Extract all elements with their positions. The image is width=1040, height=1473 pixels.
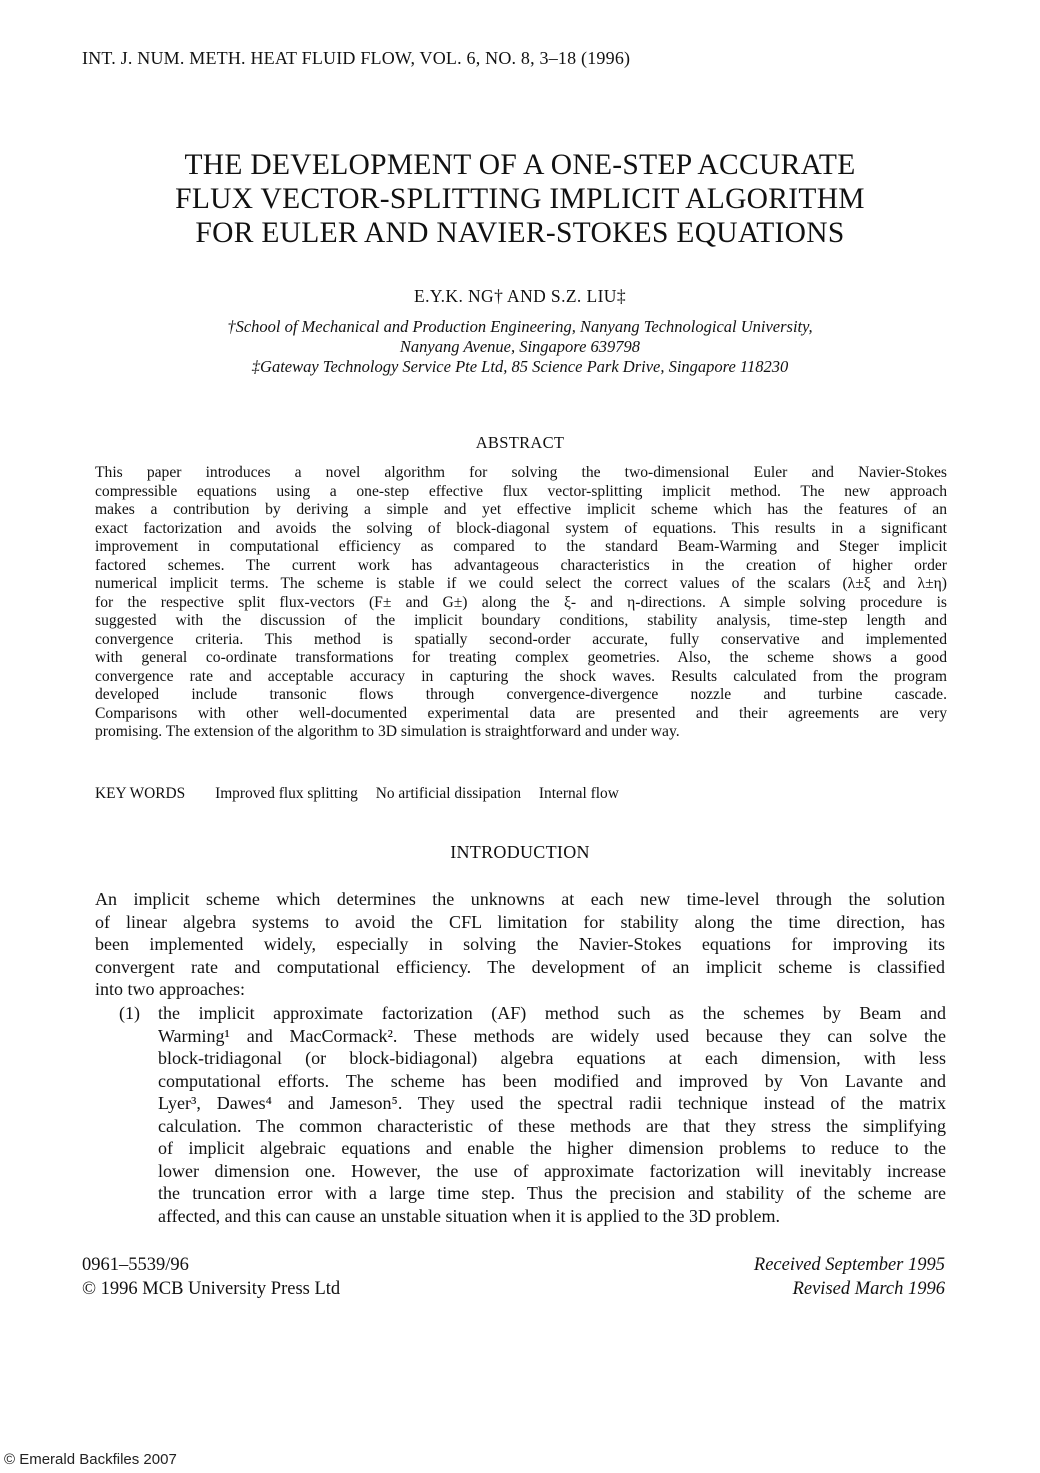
abstract-body	[95, 464, 947, 742]
list-line: Lyer³, Dawes⁴ and Jameson⁵. They used the spectral radii technique instead of the matrix	[158, 1093, 946, 1113]
footer-dates	[754, 1254, 945, 1301]
list-line: of implicit algebraic equations and enable the higher dimension problems to reduce to the	[158, 1138, 946, 1158]
list-line: block-tridiagonal (or block-bidiagonal) algebra equations at each dimension, with less	[158, 1048, 946, 1068]
list-number: (1)	[119, 1003, 140, 1023]
authors: E.Y.K. NG† AND S.Z. LIU‡	[414, 286, 626, 306]
title-line: FOR EULER AND NAVIER-STOKES EQUATIONS	[195, 217, 845, 249]
abstract-line: exact factorization and avoids the solving of block-diagonal system of equations. This results in a significant	[95, 519, 947, 537]
affiliation-line: Nanyang Avenue, Singapore 639798	[399, 337, 641, 356]
abstract-line: makes a contribution by deriving a simple and yet effective implicit scheme which has the features of an	[95, 501, 947, 518]
introduction-heading: INTRODUCTION	[450, 842, 590, 862]
affiliations	[60, 317, 980, 377]
journal-reference: INT. J. NUM. METH. HEAT FLUID FLOW, VOL. 6, NO. 8, 3–18 (1996)	[82, 48, 631, 68]
abstract-heading: ABSTRACT	[475, 433, 565, 452]
abstract-line: promising. The extension of the algorithm to 3D simulation is straightforward and under way.	[95, 723, 680, 740]
received-date: Received September 1995	[753, 1255, 945, 1275]
footer-publication	[82, 1254, 340, 1301]
intro-line: been implemented widely, especially in solving the Navier-Stokes equations for improving its	[95, 934, 945, 954]
intro-line: into two approaches:	[95, 979, 245, 999]
list-line: Warming¹ and MacCormack². These methods are widely used because they can solve the	[158, 1025, 946, 1046]
abstract-line: This paper introduces a novel algorithm for solving the two-dimensional Euler and Navier-Stokes	[95, 464, 947, 481]
abstract-line: factored schemes. The current work has advantageous characteristics in the creation of higher order	[95, 556, 947, 574]
abstract-line: for the respective split flux-vectors (F± and G±) along the ξ- and η-directions. A simple solving procedure is	[95, 593, 947, 611]
abstract-line: improvement in computational efficiency as compared to the standard Beam-Warming and Steger implicit	[95, 538, 947, 555]
list-line: the truncation error with a large time step. Thus the precision and stability of the scheme are	[158, 1183, 946, 1203]
keywords	[95, 785, 633, 803]
abstract-line: developed include transonic flows through convergence-divergence nozzle and turbine cascade.	[95, 686, 947, 703]
abstract-line: numerical implicit terms. The scheme is stable if we could select the correct values of the scalars (λ±ξ and λ±η)	[95, 575, 947, 592]
affiliation-line: ‡Gateway Technology Service Pte Ltd, 85 Science Park Drive, Singapore 118230	[251, 357, 789, 376]
intro-line: convergent rate and computational efficiency. The development of an implicit scheme is classified	[95, 956, 945, 977]
backfiles-watermark: © Emerald Backfiles 2007	[4, 1451, 177, 1468]
list-line: lower dimension one. However, the use of approximate factorization will inevitably increase	[158, 1160, 946, 1181]
abstract-line: Comparisons with other well-documented experimental data are presented and their agreements are very	[95, 704, 947, 722]
keyword: Internal flow	[538, 785, 619, 802]
affiliation-line: †School of Mechanical and Production Engineering, Nanyang Technological University,	[227, 317, 813, 336]
copyright: © 1996 MCB University Press Ltd	[82, 1278, 341, 1299]
list-line: calculation. The common characteristic of these methods are that they stress the simplifying	[158, 1115, 946, 1136]
keyword: No artificial dissipation	[375, 785, 522, 802]
abstract-line: compressible equations using a one-step effective flux vector-splitting implicit method. The new approach	[95, 482, 947, 500]
intro-line: An implicit scheme which determines the unknowns at each new time-level through the solution	[95, 889, 945, 909]
keywords-label: KEY WORDS	[95, 785, 186, 802]
abstract-line: convergence criteria. This method is spatially second-order accurate, fully conservative and implemented	[95, 630, 947, 648]
abstract-line: suggested with the discussion of the implicit boundary conditions, stability analysis, time-step length and	[95, 612, 947, 629]
issn-code: 0961–5539/96	[82, 1255, 189, 1275]
list-line: computational efforts. The scheme has been modified and improved by Von Lavante and	[158, 1070, 946, 1091]
title-line: THE DEVELOPMENT OF A ONE-STEP ACCURATE	[184, 149, 856, 181]
paper-title	[60, 148, 980, 250]
list-item-body	[158, 1002, 946, 1227]
revised-date: Revised March 1996	[792, 1278, 945, 1299]
list-line: affected, and this can cause an unstable situation when it is applied to the 3D problem.	[158, 1205, 780, 1226]
keyword: Improved flux splitting	[215, 785, 358, 802]
intro-line: of linear algebra systems to avoid the CFL limitation for stability along the time direction, has	[95, 911, 945, 932]
title-line: FLUX VECTOR-SPLITTING IMPLICIT ALGORITHM	[175, 183, 865, 215]
abstract-line: convergence rate and acceptable accuracy in capturing the shock waves. Results calculated from the program	[95, 667, 947, 685]
list-line: the implicit approximate factorization (AF) method such as the schemes by Beam and	[158, 1003, 946, 1023]
introduction-body	[95, 888, 945, 1001]
abstract-line: with general co-ordinate transformations for treating complex geometries. Also, the scheme shows a good	[95, 649, 947, 666]
